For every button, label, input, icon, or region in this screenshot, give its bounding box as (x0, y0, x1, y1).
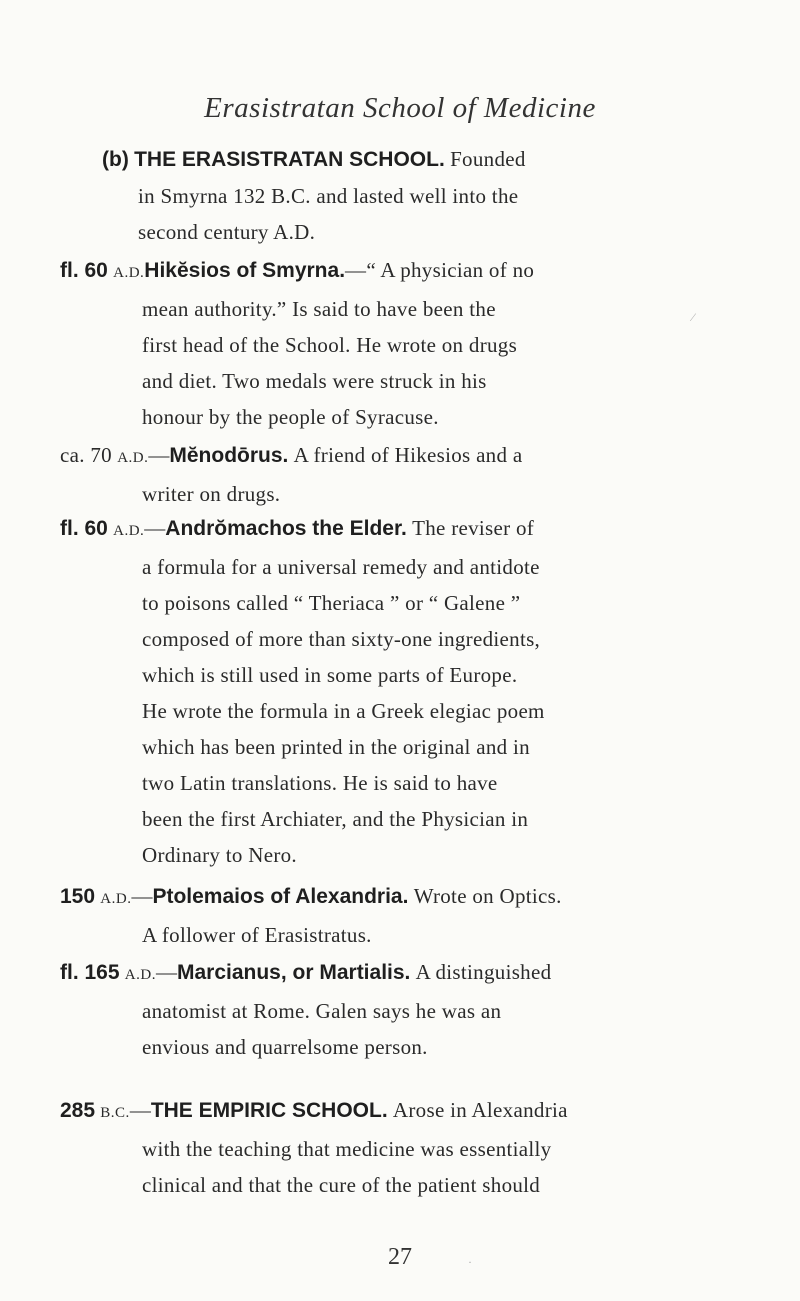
entry-text-line: Ordinary to Nero. (142, 843, 297, 867)
entry-text-line: with the teaching that medicine was essentially (142, 1137, 552, 1161)
entry-heading: Andrŏmachos the Elder. (165, 517, 407, 540)
entry-text-line: second century A.D. (138, 220, 316, 244)
entry-text-first: —“ A physician of no (345, 258, 535, 282)
entry-text-line: two Latin translations. He is said to have (142, 771, 498, 795)
page-number: 27 (388, 1244, 412, 1270)
entry-date: fl. 165 (60, 961, 120, 984)
entry-text-body (60, 476, 680, 512)
entry-text-line: envious and quarrelsome person. (142, 1035, 428, 1059)
entry-date: 285 (60, 1099, 96, 1122)
entry-era: A.D. (117, 450, 149, 466)
entry-text-line: first head of the School. He wrote on drugs (142, 333, 518, 357)
entry-text-first: Founded (450, 147, 526, 171)
entry-empiric-school: 285 B.C.—THE EMPIRIC SCHOOL. Arose in Alexandria with the teaching that medicine was essentially clinical and that the cure of the patient should (60, 1092, 680, 1203)
entry-era: A.D. (113, 265, 145, 281)
entry-menodorus: ca. 70 A.D.—Mĕnodōrus. A friend of Hikesios and a writer on drugs. (60, 437, 680, 512)
entry-text-line: clinical and that the cure of the patient should (142, 1173, 541, 1197)
entry-heading: THE ERASISTRATAN SCHOOL. (134, 148, 445, 171)
entry-text-line: in Smyrna 132 B.C. and lasted well into the (138, 184, 519, 208)
entry-text-first: A friend of Hikesios and a (293, 443, 523, 467)
entry-date: 150 (60, 885, 96, 908)
entry-era: A.D. (124, 967, 156, 983)
entry-text-line: composed of more than sixty-one ingredients, (142, 627, 541, 651)
entry-date: (b) (102, 148, 129, 171)
entry-heading: Marcianus, or Martialis. (176, 961, 411, 984)
entry-text-first: A distinguished (415, 960, 552, 984)
entry-date: fl. 60 (60, 259, 108, 282)
entry-text-body (102, 178, 672, 250)
entry-text-line: a formula for a universal remedy and antidote (142, 555, 540, 579)
print-dot-mark: · (468, 1255, 472, 1269)
entry-text-body (60, 993, 680, 1065)
entry-text-line: which is still used in some parts of Europe. (142, 663, 518, 687)
entry-heading: Mĕnodōrus. (169, 444, 289, 467)
entry-text-body (60, 549, 680, 873)
entry-text-body (60, 917, 680, 953)
entry-text-line: A follower of Erasistratus. (142, 923, 372, 947)
entry-text-body (60, 1131, 680, 1203)
entry-era: A.D. (100, 891, 132, 907)
entry-andromachos: fl. 60 A.D.—Andrŏmachos the Elder. The reviser of a formula for a universal remedy and antidote to poisons called “ Theriaca ” or “ Galene ” composed of more than sixty-one ingredients, which is still used in some parts of Europe. He wrote the formula in a Greek elegiac poem which has been printed in the original and in two Latin translations. He is said to have been the first Archiater, and the Physician in Ordinary to Nero. (60, 510, 680, 873)
entry-marcianus: fl. 165 A.D.—Marcianus, or Martialis. A distinguished anatomist at Rome. Galen says he was an envious and quarrelsome person. (60, 954, 680, 1065)
entry-text-line: to poisons called “ Theriaca ” or “ Galene ” (142, 591, 521, 615)
entry-era: B.C. (100, 1105, 130, 1121)
entry-text-line: He wrote the formula in a Greek elegiac poem (142, 699, 545, 723)
entry-ptolemaios: 150 A.D.—Ptolemaios of Alexandria. Wrote on Optics. A follower of Erasistratus. (60, 878, 680, 953)
entry-text-first: Arose in Alexandria (392, 1098, 568, 1122)
entry-text-line: honour by the people of Syracuse. (142, 405, 439, 429)
entry-hikesios (60, 252, 680, 435)
entry-text-line: mean authority.” Is said to have been the (142, 297, 496, 321)
entry-text-first: Wrote on Optics. (413, 884, 562, 908)
entry-text-line: been the first Archiater, and the Physician in (142, 807, 529, 831)
entry-date: ca. 70 (60, 443, 112, 467)
entry-text-line: anatomist at Rome. Galen says he was an (142, 999, 502, 1023)
entry-heading: THE EMPIRIC SCHOOL. (150, 1099, 388, 1122)
entry-heading: Hikĕsios of Smyrna. (144, 259, 346, 282)
entry-date: fl. 60 (60, 517, 108, 540)
entry-erasistratan-school (102, 141, 672, 250)
entry-text-first: The reviser of (412, 516, 535, 540)
entry-era: A.D. (113, 523, 145, 539)
entry-text-line: and diet. Two medals were struck in his (142, 369, 487, 393)
margin-mark: ⁄ (692, 310, 695, 324)
entry-text-line: writer on drugs. (142, 482, 281, 506)
entry-text-line: which has been printed in the original and in (142, 735, 530, 759)
entry-heading: Ptolemaios of Alexandria. (152, 885, 409, 908)
running-header: Erasistratan School of Medicine (204, 92, 596, 124)
entry-text-body (60, 291, 680, 435)
